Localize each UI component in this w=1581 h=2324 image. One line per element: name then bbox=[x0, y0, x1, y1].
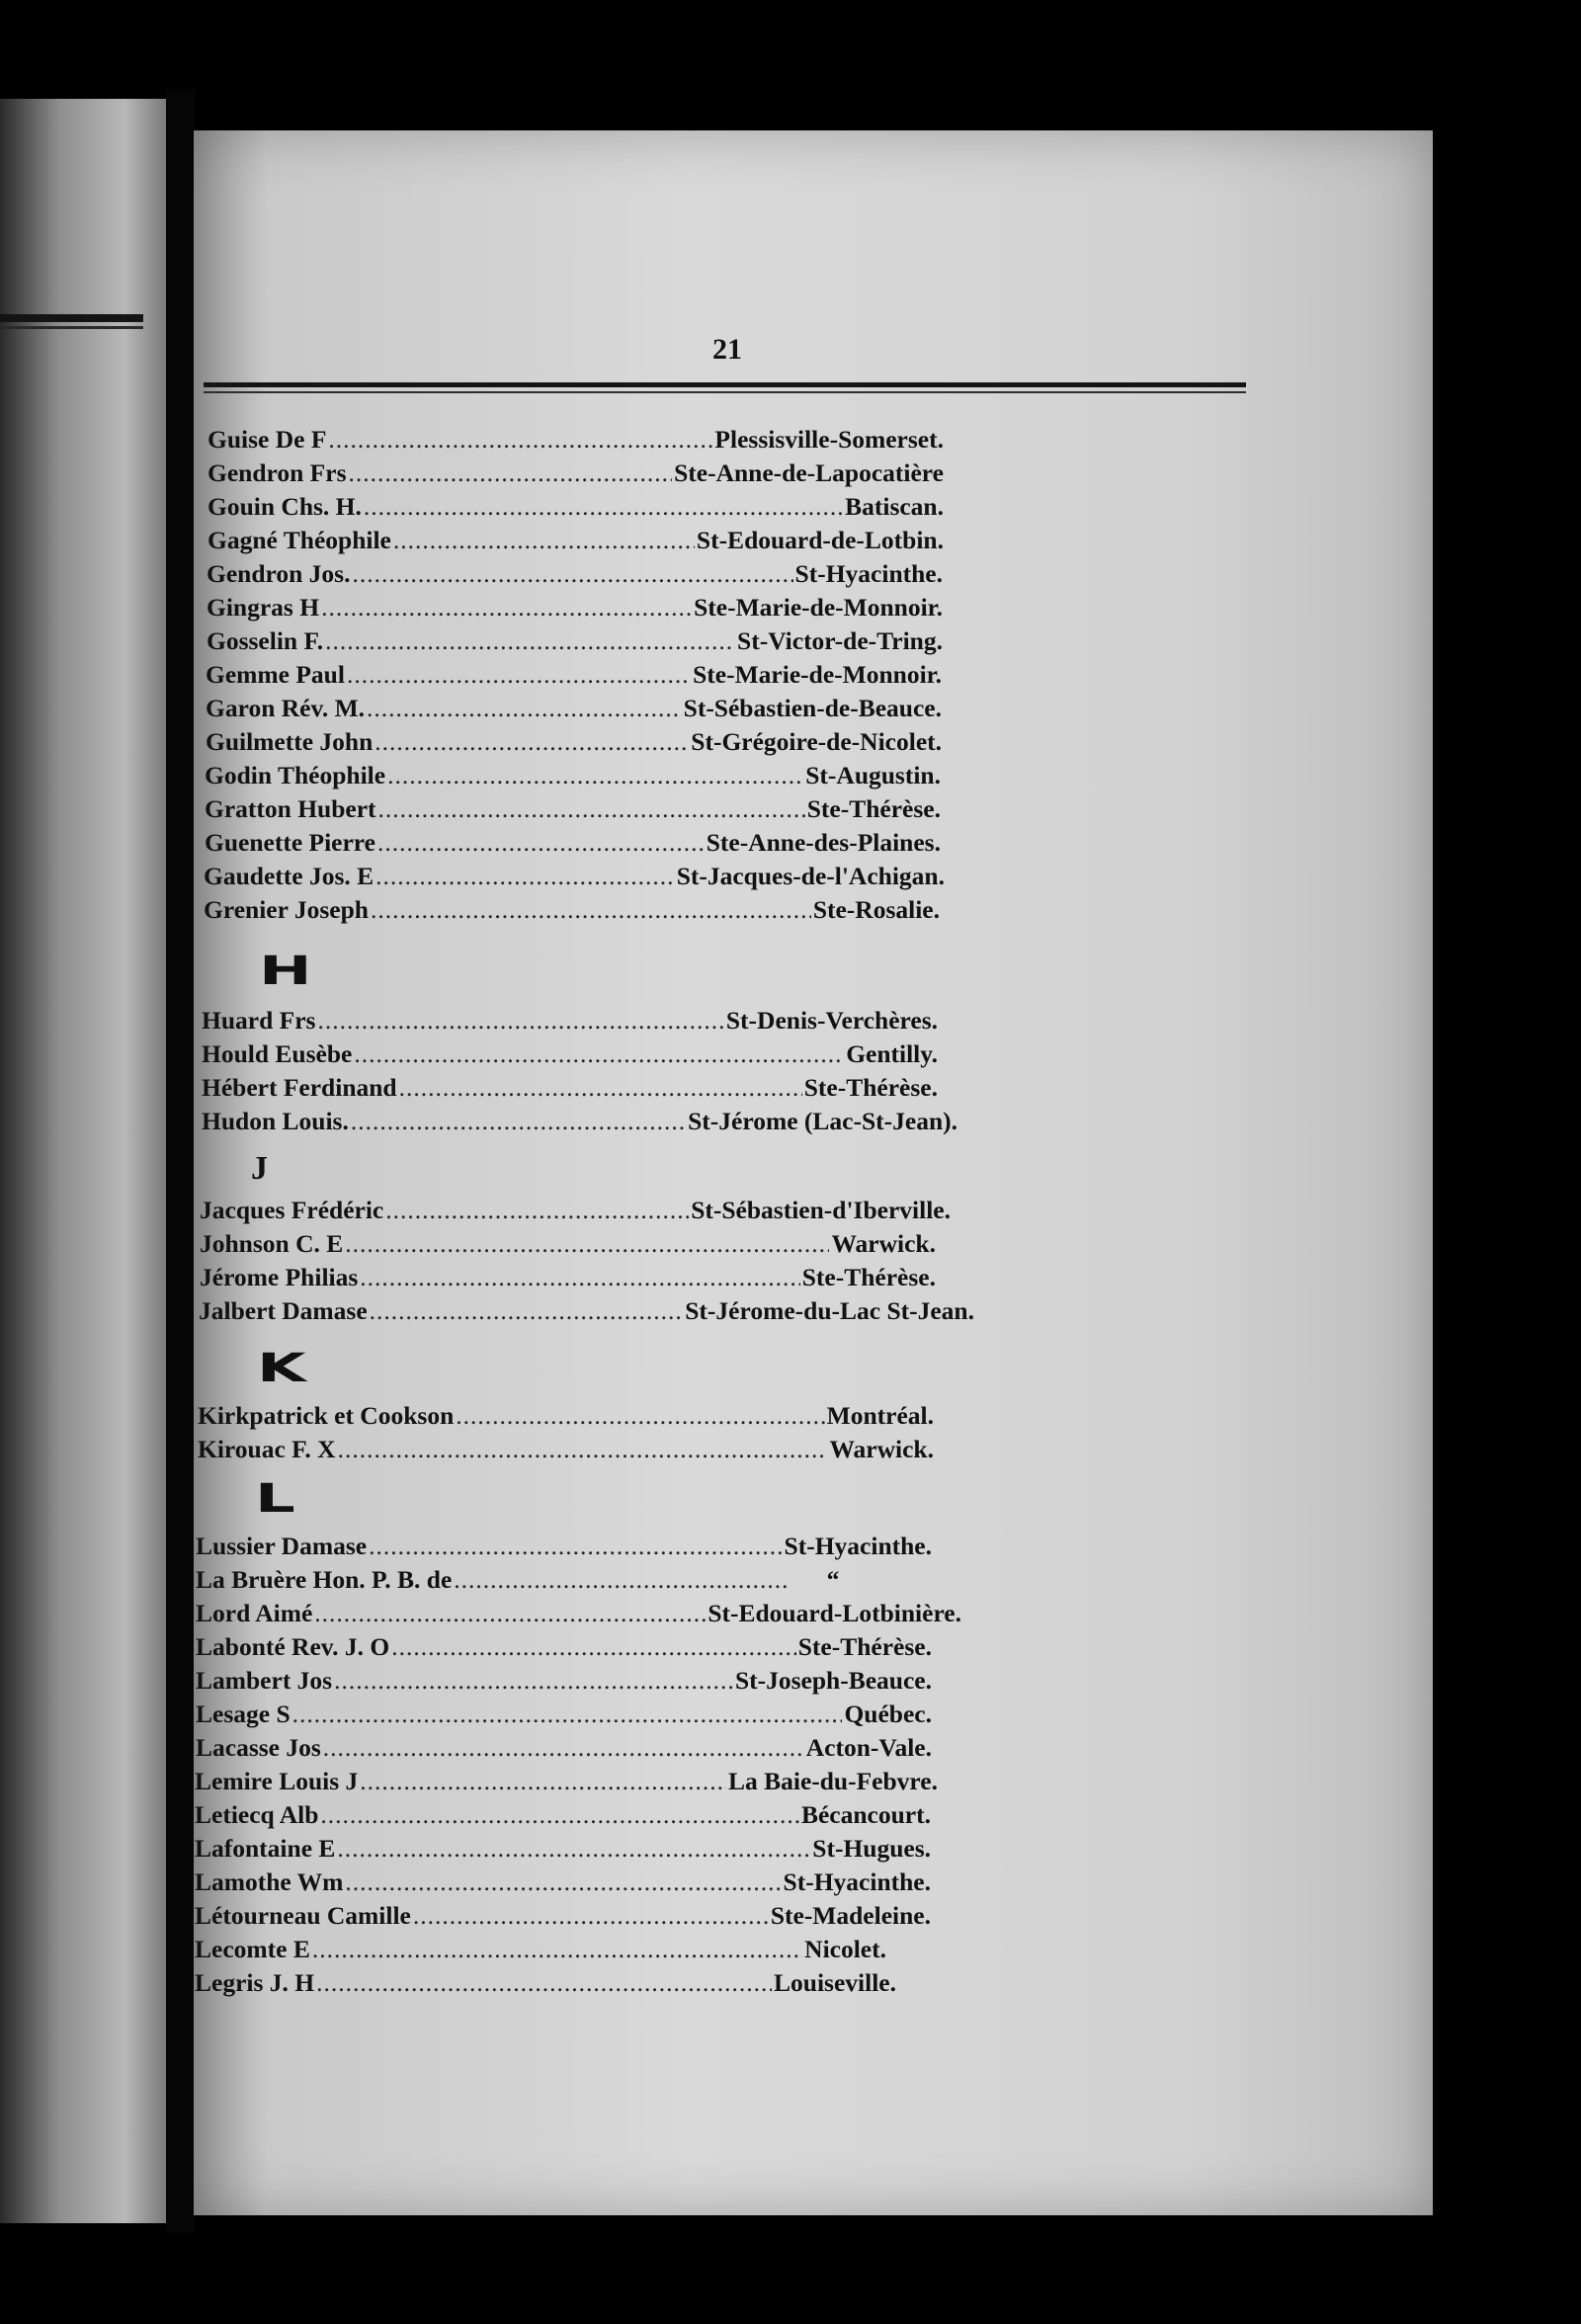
leader-dots bbox=[377, 828, 705, 858]
entry-place: Plessisville-Somerset. bbox=[714, 425, 944, 454]
entry-name: Jacques Frédéric bbox=[200, 1196, 384, 1224]
list-item bbox=[199, 1296, 974, 1330]
entry-place: Ste-Anne-des-Plaines. bbox=[706, 828, 941, 857]
entry-name: Letiecq Alb bbox=[195, 1800, 319, 1829]
entry-name: Lemire Louis J bbox=[195, 1767, 359, 1795]
book-gutter bbox=[166, 89, 196, 2233]
entry-place: Ste-Thérèse. bbox=[806, 794, 941, 823]
list-item bbox=[202, 1006, 938, 1039]
list-item bbox=[198, 1435, 934, 1468]
list-item bbox=[196, 1632, 932, 1666]
list-item bbox=[196, 1565, 877, 1599]
entry-name: Grenier Joseph bbox=[204, 895, 369, 924]
entry-name: Guenette Pierre bbox=[205, 828, 375, 857]
leader-dots bbox=[316, 1968, 772, 1998]
entry-name: Kirouac F. X bbox=[198, 1435, 336, 1463]
leader-dots bbox=[328, 425, 712, 455]
leader-dots bbox=[374, 727, 689, 757]
section-letter-k: K bbox=[257, 1346, 306, 1391]
entry-name: Kirkpatrick et Cookson bbox=[198, 1401, 455, 1430]
section-letter-h: H bbox=[259, 949, 312, 994]
adjacent-page-rule bbox=[0, 314, 143, 322]
leader-dots bbox=[321, 593, 692, 622]
list-item bbox=[195, 1800, 931, 1834]
entry-place: St-Jérome (Lac-St-Jean). bbox=[688, 1107, 957, 1135]
entry-place: Acton-Vale. bbox=[805, 1733, 932, 1762]
entry-place: Louiseville. bbox=[774, 1968, 896, 1997]
entry-name: Jérome Philias bbox=[200, 1263, 359, 1291]
section-letter-l: L bbox=[255, 1476, 295, 1522]
entry-name: Labonté Rev. J. O bbox=[196, 1632, 390, 1661]
entry-name: Johnson C. E bbox=[200, 1229, 344, 1258]
entry-name: Jalbert Damase bbox=[199, 1296, 368, 1325]
entry-name: Lafontaine E bbox=[195, 1834, 336, 1863]
entry-place: Québec. bbox=[844, 1700, 932, 1728]
entry-place: Ste-Thérèse. bbox=[797, 1632, 932, 1661]
entry-name: Gratton Hubert bbox=[205, 794, 376, 823]
entry-name: Gingras H bbox=[207, 593, 320, 622]
entry-place: “ bbox=[826, 1565, 840, 1594]
leader-dots bbox=[413, 1901, 769, 1931]
leader-dots bbox=[370, 1296, 684, 1326]
entry-name: Gaudette Jos. E bbox=[204, 862, 374, 890]
entry-name: Garon Rév. M. bbox=[206, 694, 366, 722]
list-item bbox=[202, 1073, 938, 1107]
entry-name: La Bruère Hon. P. B. de bbox=[196, 1565, 453, 1594]
entry-name: Gemme Paul bbox=[206, 660, 345, 689]
leader-dots bbox=[371, 895, 811, 925]
leader-dots bbox=[354, 1039, 844, 1069]
entry-name: Lacasse Jos bbox=[196, 1733, 321, 1762]
leader-dots bbox=[391, 1632, 796, 1662]
list-item bbox=[198, 1401, 934, 1435]
leader-dots bbox=[317, 1006, 723, 1036]
leader-dots bbox=[360, 1263, 799, 1292]
entry-name: Lecomte E bbox=[195, 1935, 310, 1963]
entry-name: Lesage S bbox=[196, 1700, 291, 1728]
leader-dots bbox=[351, 1107, 686, 1136]
leader-dots bbox=[375, 862, 675, 891]
page-number: 21 bbox=[712, 333, 742, 366]
list-item bbox=[207, 626, 943, 660]
leader-dots bbox=[345, 1229, 829, 1259]
leader-dots bbox=[456, 1401, 824, 1431]
entry-place: St-Jacques-de-l'Achigan. bbox=[676, 862, 945, 890]
list-item bbox=[208, 458, 944, 492]
leader-dots bbox=[454, 1565, 787, 1595]
entry-place: St-Edouard-Lotbinière. bbox=[707, 1599, 961, 1627]
entry-name: Guise De F bbox=[208, 425, 327, 454]
entry-place: Bécancourt. bbox=[800, 1800, 931, 1829]
list-item bbox=[195, 1968, 896, 2002]
leader-dots bbox=[352, 559, 792, 589]
entry-place: La Baie-du-Febvre. bbox=[727, 1767, 938, 1795]
leader-dots bbox=[314, 1599, 706, 1628]
list-item bbox=[195, 1935, 886, 1968]
entry-place: Ste-Anne-de-Lapocatière bbox=[674, 458, 944, 487]
list-item bbox=[195, 1767, 938, 1800]
entry-place: Warwick. bbox=[831, 1229, 936, 1258]
list-item bbox=[206, 694, 942, 727]
list-item bbox=[196, 1700, 932, 1733]
leader-dots bbox=[334, 1666, 733, 1696]
list-item bbox=[196, 1599, 961, 1632]
leader-dots bbox=[399, 1073, 802, 1103]
entry-place: Nicolet. bbox=[804, 1935, 886, 1963]
entry-name: Huard Frs bbox=[202, 1006, 316, 1035]
leader-dots bbox=[325, 626, 735, 656]
entry-name: Lord Aimé bbox=[196, 1599, 313, 1627]
leader-dots bbox=[323, 1733, 804, 1763]
entry-place: Ste-Thérèse. bbox=[803, 1073, 938, 1102]
list-item bbox=[200, 1229, 936, 1263]
entry-place: St-Hugues. bbox=[812, 1834, 931, 1863]
entry-place: St-Augustin. bbox=[805, 761, 941, 789]
leader-dots bbox=[292, 1700, 843, 1729]
leader-dots bbox=[347, 660, 691, 690]
entry-place: St-Hyacinthe. bbox=[794, 559, 943, 588]
entry-name: Gouin Chs. H. bbox=[208, 492, 362, 521]
leader-dots bbox=[360, 1767, 726, 1796]
leader-dots bbox=[387, 761, 803, 790]
entry-name: Gendron Frs bbox=[208, 458, 347, 487]
entry-place: St-Victor-de-Tring. bbox=[737, 626, 943, 655]
entry-place: Ste-Marie-de-Monnoir. bbox=[693, 660, 942, 689]
entry-place: Ste-Marie-de-Monnoir. bbox=[694, 593, 943, 622]
entry-place: St-Jérome-du-Lac St-Jean. bbox=[685, 1296, 974, 1325]
entry-place: St-Joseph-Beauce. bbox=[734, 1666, 932, 1695]
entry-place: Montréal. bbox=[826, 1401, 934, 1430]
entry-place: St-Edouard-de-Lotbin. bbox=[696, 526, 944, 554]
list-item bbox=[207, 593, 943, 626]
list-item bbox=[208, 526, 944, 559]
entry-place: Ste-Madeleine. bbox=[770, 1901, 931, 1930]
entry-place: St-Sébastien-d'Iberville. bbox=[691, 1196, 951, 1224]
list-item bbox=[196, 1666, 932, 1700]
list-item bbox=[195, 1868, 931, 1901]
entry-name: Hould Eusèbe bbox=[202, 1039, 353, 1068]
list-item bbox=[196, 1532, 932, 1565]
entry-place: Batiscan. bbox=[845, 492, 944, 521]
list-item bbox=[208, 425, 944, 458]
leader-dots bbox=[312, 1935, 802, 1964]
entry-name: Guilmette John bbox=[206, 727, 374, 756]
list-item bbox=[195, 1834, 931, 1868]
entry-name: Gendron Jos. bbox=[207, 559, 351, 588]
leader-dots bbox=[367, 694, 682, 723]
leader-dots bbox=[364, 492, 843, 522]
entry-name: Lamothe Wm bbox=[195, 1868, 344, 1896]
list-item bbox=[202, 1039, 938, 1073]
leader-dots bbox=[385, 1196, 689, 1225]
list-item bbox=[205, 828, 941, 862]
entry-place: Ste-Rosalie. bbox=[812, 895, 940, 924]
list-item bbox=[204, 895, 940, 929]
entry-name: Legris J. H bbox=[195, 1968, 315, 1997]
list-item bbox=[195, 1901, 931, 1935]
entry-list bbox=[194, 130, 1433, 2215]
list-item bbox=[206, 660, 942, 694]
leader-dots bbox=[320, 1800, 799, 1830]
list-item bbox=[196, 1733, 932, 1767]
entry-place: St-Hyacinthe. bbox=[783, 1868, 931, 1896]
leader-dots bbox=[338, 1435, 828, 1464]
entry-place: Ste-Thérèse. bbox=[801, 1263, 936, 1291]
entry-name: Lambert Jos bbox=[196, 1666, 333, 1695]
leader-dots bbox=[337, 1834, 810, 1864]
entry-place: St-Sébastien-de-Beauce. bbox=[683, 694, 942, 722]
list-item bbox=[200, 1263, 936, 1296]
entry-place: St-Grégoire-de-Nicolet. bbox=[691, 727, 942, 756]
entry-place: Gentilly. bbox=[846, 1039, 938, 1068]
entry-place: Warwick. bbox=[829, 1435, 934, 1463]
adjacent-page-rule-thin bbox=[0, 326, 143, 329]
list-item bbox=[204, 862, 945, 895]
list-item bbox=[206, 727, 942, 761]
entry-name: Godin Théophile bbox=[205, 761, 386, 789]
list-item bbox=[205, 761, 941, 794]
adjacent-page-edge bbox=[0, 99, 166, 2223]
entry-name: Lussier Damase bbox=[196, 1532, 368, 1560]
list-item bbox=[205, 794, 941, 828]
entry-name: Hébert Ferdinand bbox=[202, 1073, 397, 1102]
list-item bbox=[202, 1107, 957, 1140]
leader-dots bbox=[345, 1868, 781, 1897]
entry-name: Gosselin F. bbox=[207, 626, 324, 655]
entry-place: St-Denis-Verchères. bbox=[725, 1006, 938, 1035]
entry-name: Hudon Louis. bbox=[202, 1107, 349, 1135]
leader-dots bbox=[393, 526, 695, 555]
entry-name: Gagné Théophile bbox=[208, 526, 391, 554]
entry-name: Létourneau Camille bbox=[195, 1901, 411, 1930]
leader-dots bbox=[349, 458, 673, 488]
leader-dots bbox=[369, 1532, 782, 1561]
directory-page bbox=[194, 130, 1433, 2215]
leader-dots bbox=[378, 794, 805, 824]
list-item bbox=[208, 492, 944, 526]
entry-place: St-Hyacinthe. bbox=[784, 1532, 932, 1560]
section-letter-j: J bbox=[251, 1150, 268, 1187]
list-item bbox=[207, 559, 943, 593]
list-item bbox=[200, 1196, 951, 1229]
